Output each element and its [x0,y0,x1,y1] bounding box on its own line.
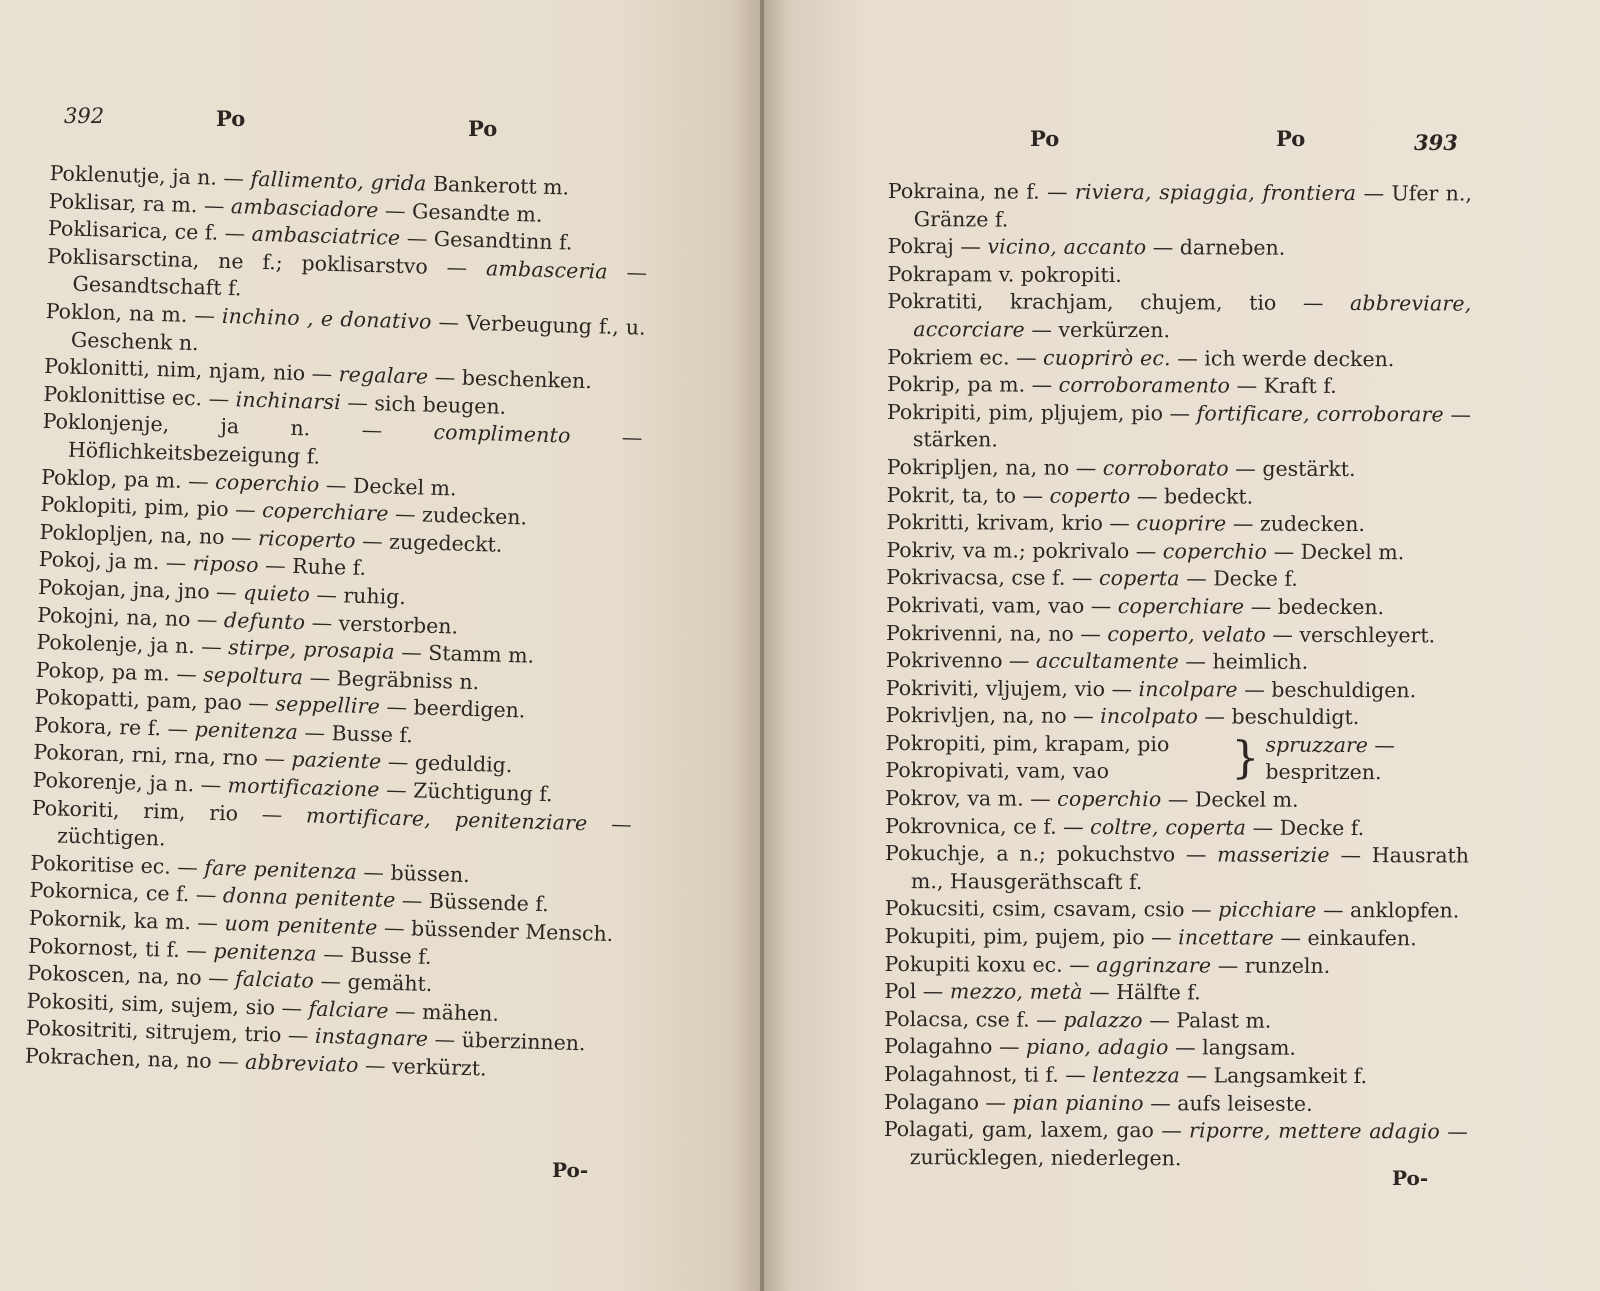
entry-german: — geduldig. [381,749,513,778]
entry-headword: Polacsa, cse f. — [884,1006,1057,1032]
entry-german: — ruhig. [309,582,407,610]
entry-headword: Poklonjenje, ja n. — [42,409,383,443]
entry-headword: Poklopljen, na, no — [39,519,252,550]
entry-italian: coperto [1049,483,1131,508]
dictionary-entry [887,371,1471,401]
entry-headword: Polagahnost, ti f. — [884,1061,1086,1087]
entry-headword: Polagahno — [884,1034,1020,1059]
dictionary-entry [887,454,1471,484]
entry-italian: piano, adagio [1025,1035,1169,1060]
entry-headword: Poklenutje, ja n. — [49,160,245,191]
entry-german: — Begräbniss n. [302,664,480,694]
entry-headword: Pokolenje, ja n. — [36,629,223,660]
entry-italian: coperto, velato [1107,621,1266,647]
entry-german: — zudecken. [388,501,528,530]
entry-german: — runzeln. [1211,953,1331,978]
entry-german: — Hälfte f. [1082,980,1201,1005]
entry-headword: Poklop, pa m. — [40,464,210,494]
dictionary-entry [885,785,1469,815]
entry-headword: Pokrov, va m. — [885,786,1051,811]
entry-german: — züchtigen. [56,810,633,851]
dictionary-entry [885,923,1469,953]
entry-headword: Pokraina, ne f. — [887,178,1068,204]
entry-italian: vicino, accanto [987,234,1147,260]
entry-german: — verschleyert. [1265,622,1436,647]
entry-german: — aufs leiseste. [1143,1090,1313,1116]
entry-german: Bankerott m. [426,171,570,200]
entry-headword: Pokupiti, pim, pujem, pio — [884,924,1172,950]
entry-italian: abbreviato [244,1049,359,1077]
brace-mark: } [1231,732,1260,785]
entry-headword: Pokoscen, na, no — [26,960,230,991]
entry-headword: Pokucsiti, csim, csavam, csio — [884,896,1212,922]
entry-headword: Pokoj, ja m. — [38,547,187,576]
entry-german: — Züchtigung f. [379,777,553,807]
entry-german: — gemäht. [313,968,433,997]
entry-italian: coltre, coperta [1090,814,1247,840]
dictionary-entry [887,344,1471,374]
dictionary-entry [884,1033,1468,1063]
entry-italian: seppellire [275,691,381,719]
entry-italian: falciato [234,966,315,993]
entry-italian: riposo [192,551,260,578]
entry-german: — bedeckt. [1130,483,1254,509]
dictionary-entry [886,702,1470,732]
dictionary-entry [886,647,1470,677]
entry-german: — Langsamkeit f. [1179,1063,1368,1089]
entry-italian: paziente [291,747,382,774]
entry-headword: Pokornik, ka m. — [28,905,219,936]
entry-german: — Hausrath m., Hausgeräthscaft f. [910,843,1470,894]
entry-headword: Pokoriti, rim, rio — [31,795,283,827]
entry-italian: spruzzare [1265,732,1368,757]
entry-headword: Pokrip, pa m. — [887,372,1053,397]
entry-italian: cuoprire [1136,511,1227,536]
entry-german: — überzinnen. [427,1027,586,1056]
entry-german: — Verbeugung f., u. Geschenk n. [70,309,646,355]
entry-italian: ambasceria [485,256,609,284]
dictionary-entry [887,482,1471,512]
entry-italian: coperchiare [261,498,389,526]
entry-german: — einkaufen. [1273,925,1417,951]
entry-german: — anklopfen. [1316,898,1460,923]
entry-headword: Pokratiti, krachjam, chujem, tio — [887,289,1324,316]
running-head: Po [216,106,246,131]
dictionary-entry [885,895,1469,925]
entry-italian: aggrinzare [1096,952,1212,978]
catchword: Po- [552,1158,589,1182]
entry-headword: Poklisarsctina, ne f.; poklisarstvo — [46,243,468,280]
dictionary-entry [886,619,1470,649]
page-number: 392 [64,104,105,128]
running-head: Po [1276,126,1306,151]
dictionary-entry [884,1006,1468,1036]
entry-german: — beschuldigt. [1197,704,1360,730]
entry-german: — Decke f. [1246,815,1365,840]
entry-german: — bespritzen. [1265,732,1396,785]
entry-headword: Pokriviti, vljujem, vio — [885,675,1133,701]
entry-headword: Pokrivljen, na, no — [885,703,1094,729]
entry-headword: Pokornica, ce f. — [29,878,217,908]
entry-german: — Gesandtschaft f. [72,259,648,301]
entry-german: — darneben. [1146,235,1286,260]
entry-italian: mortificazione [227,773,381,802]
entry-headword: Pokrovnica, ce f. — [885,813,1084,839]
entry-italian: quieto [242,580,311,607]
dictionary-entry [886,675,1470,705]
entry-german: — zugedeckt. [355,528,503,557]
dictionary-entry [885,813,1469,843]
entry-italian: mezzo, metà [949,979,1083,1005]
entry-italian: ambasciadore [230,193,379,222]
dictionary-entry [886,592,1470,622]
entry-headword: Pokora, re f. — [33,712,189,741]
entry-headword: Pokropiti, pim, krapam, pio [885,730,1170,757]
entry-headword: Pokrivati, vam, vao — [886,592,1112,618]
entry-italian: inchinarsi [235,387,342,414]
entry-italian: ricoperto [257,525,357,553]
entry-german: — Höflichkeitsbezeigung f. [67,423,643,469]
dictionary-entry [888,233,1472,263]
entry-german: — Decke f. [1179,566,1298,592]
entry-headword: Pokopatti, pam, pao — [34,685,270,716]
entry-italian: riviera, spiaggia, frontiera [1074,179,1357,206]
dictionary-entry [888,261,1472,291]
entry-headword: Poklopiti, pim, pio — [40,491,256,522]
entry-italian: palazzo [1063,1007,1143,1032]
entry-italian: corroboramento [1058,372,1231,398]
dictionary-entry [885,951,1469,981]
entry-headword: Pokuchje, a n.; pokuchstvo — [885,841,1207,867]
entry-italian: incolpare [1138,676,1238,702]
entry-italian: defunto [223,607,306,634]
entry-german: — Gesandtinn f. [399,226,573,255]
dictionary-entry [887,399,1471,457]
entry-italian: picchiare [1218,897,1317,923]
entry-german: — sich beugen. [340,389,507,419]
entry-headword: Polagati, gam, laxem, gao — [883,1117,1182,1143]
entry-headword: Pokositriti, sitrujem, trio — [25,1016,309,1048]
right-page [764,0,1600,1291]
dictionary-entry [886,537,1470,567]
entry-german: — Stamm m. [394,639,535,668]
entry-german: — bedecken. [1244,594,1385,620]
entry-italian: fare penitenza [204,855,358,884]
entry-italian: regalare [338,362,429,389]
entry-italian: fallimento, grida [250,166,427,196]
entry-german: — Deckel m. [1161,787,1299,812]
entry-italian: instagnare [314,1024,429,1052]
entry-german: — Palast m. [1142,1007,1272,1033]
entry-italian: inchino , e donativo [221,303,432,334]
braced-entry [885,730,1469,788]
entry-headword: Pokrivenno — [885,648,1030,673]
entry-italian: riporre, mettere adagio [1188,1118,1441,1144]
entry-headword: Pokrachen, na, no — [24,1043,240,1074]
entry-headword: Pokripljen, na, no — [886,454,1097,480]
entry-german: — Büssende f. [395,888,550,917]
entry-italian: masserizie [1217,842,1330,868]
entry-italian: abbreviare, accorciare [913,291,1472,342]
entry-headword: Pokritti, krivam, krio — [886,510,1130,536]
running-head: Po [468,116,498,141]
entry-headword: Pokrivacsa, cse f. — [886,565,1093,591]
dictionary-entry [886,564,1470,594]
entry-italian: uom penitente [224,911,378,940]
entry-headword: Pokrivenni, na, no — [885,620,1101,646]
dictionary-entry [887,288,1471,346]
entry-italian: coperchio [1162,538,1268,564]
entry-headword: Pokriv, va m.; pokrivalo — [886,537,1157,563]
entry-italian: penitenza [194,717,299,745]
entry-headword: Poklonitti, nim, njam, nio — [43,354,333,387]
dictionary-entry [884,1061,1468,1091]
entry-italian: incettare [1178,925,1275,950]
entry-headword: Pokojni, na, no — [36,602,218,632]
dictionary-entry [884,978,1468,1008]
entry-headword: Poklisar, ra m. — [48,188,225,218]
entry-headword: Pokoritise ec. — [30,850,199,880]
entry-headword: Polagano — [883,1089,1007,1115]
entry-italian: coperchio [214,469,320,497]
entry-german: — verkürzen. [1024,317,1171,343]
entry-german: — gestärkt. [1228,456,1356,481]
entry-headword: Poklon, na m. — [45,298,216,328]
braced-headwords [885,730,1225,787]
entry-headword: Pokrapam v. pokropiti. [887,261,1122,287]
entry-italian: corroborato [1102,455,1229,481]
entry-headword: Pokositi, sim, sujem, sio — [26,988,303,1021]
entry-headword: Pokripiti, pim, pljujem, pio — [886,399,1191,426]
entry-italian: ambasciatrice [251,221,401,250]
entry-german: — langsam. [1168,1035,1297,1061]
entry-italian: mortificare, penitenziare [305,803,588,835]
entry-headword: Pol — [884,979,944,1004]
entry-italian: falciare [308,996,390,1023]
entry-italian: fortificare, corroborare [1196,401,1444,427]
running-head: Po [1030,126,1060,151]
entry-german: — verstorben. [304,609,459,639]
entry-italian: cuoprirò ec. [1043,345,1171,370]
entry-italian: complimento [433,420,571,448]
entry-headword: Pokraj — [887,234,981,259]
dictionary-entry [888,178,1472,236]
entry-german: — Deckel m. [1267,539,1405,564]
entry-headword: Pokop, pa m. — [35,657,198,686]
entry-german: — büssen. [356,859,471,887]
entry-german: — Deckel m. [319,472,457,501]
entry-list [884,178,1472,1174]
entry-italian: sepoltura [202,662,304,689]
entry-headword: Pokriem ec. — [887,344,1037,370]
entry-headword: Poklonittise ec. — [43,381,230,411]
entry-list [25,160,650,1087]
entry-german: — stärken. [912,402,1472,452]
entry-german: — ich werde decken. [1170,345,1395,371]
entry-italian: stirpe, prosapia [227,635,396,664]
entry-headword: Pokupiti koxu ec. — [884,951,1090,977]
dictionary-entry [884,1116,1468,1174]
entry-italian: coperchio [1057,786,1162,812]
entry-german: — verkürzt. [358,1052,487,1081]
page-number: 393 [1414,130,1458,155]
entry-italian: coperchiare [1117,593,1245,619]
entry-german: — mähen. [388,998,500,1026]
entry-headword: Pokrit, ta, to — [886,482,1044,508]
entry-headword: Pokropivati, vam, vao [885,758,1110,784]
entry-german: — beerdigen. [379,694,526,723]
left-page [0,0,764,1291]
dictionary-entry [886,509,1470,539]
entry-german: — zudecken. [1226,511,1366,537]
braced-translation [1265,732,1469,788]
entry-german: — Ruhe f. [258,553,367,581]
entry-italian: donna penitente [222,883,396,913]
catchword: Po- [1392,1166,1429,1190]
entry-headword: Pokojan, jna, jno — [37,574,237,605]
entry-german: — Kraft f. [1230,373,1337,399]
dictionary-entry [885,840,1469,898]
entry-headword: Pokorenje, ja n. — [32,767,222,798]
entry-headword: Poklisarica, ce f. — [47,216,246,246]
entry-headword: Pokornost, ti f. — [27,933,208,963]
entry-german: — zurücklegen, niederlegen. [909,1119,1468,1171]
entry-german: — beschuldigen. [1237,677,1417,702]
entry-german: — Busse f. [297,720,414,748]
entry-italian: lentezza [1092,1062,1181,1088]
entry-german: — Busse f. [316,941,432,969]
entry-german: — heimlich. [1178,649,1309,674]
entry-german: — beschenken. [427,364,593,394]
entry-italian: coperta [1098,566,1180,591]
entry-german: — Ufer n., Gränze f. [913,181,1472,232]
entry-headword: Pokoran, rni, rna, rno — [33,740,286,772]
dictionary-entry [884,1089,1468,1119]
entry-italian: pian pianino [1012,1090,1144,1115]
entry-italian: penitenza [213,938,318,966]
entry-italian: accultamente [1035,648,1179,674]
entry-german: — büssender Mensch. [377,915,614,947]
entry-italian: incolpato [1100,704,1199,729]
entry-german: — Gesandte m. [378,197,543,227]
